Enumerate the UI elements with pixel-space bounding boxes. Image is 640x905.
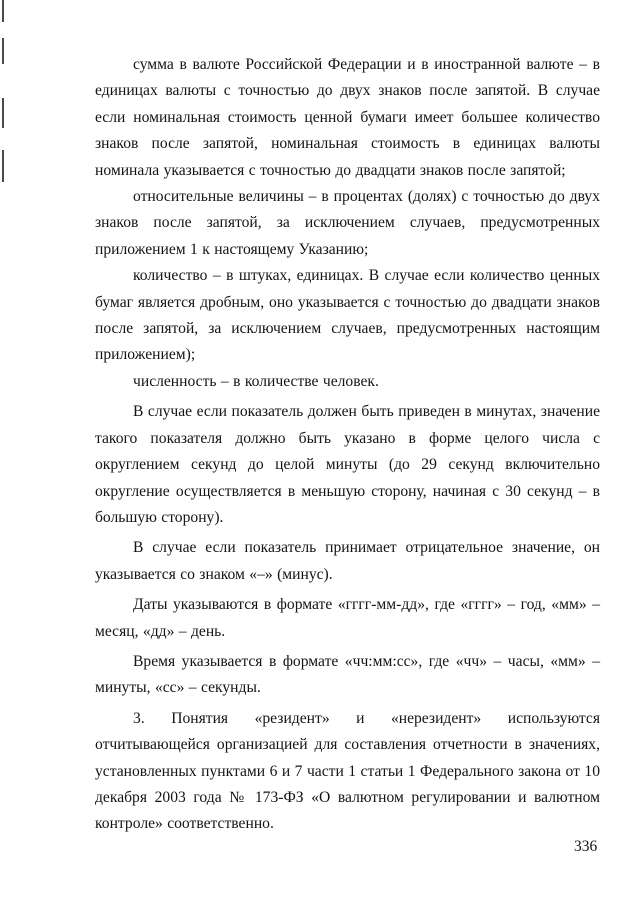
paragraph-minutes: В случае если показатель должен быть приведен в минутах, значение такого показателя должно быть указано в форме целого числа с округлением секунд до целой минуты (до 29 секунд включительно округление осуществляется в меньшую сторону, начиная с 30 секунд – в большую сторону). [95,403,600,526]
scan-edge-mark-middle [2,98,4,128]
page-number: 336 [574,838,598,855]
document-body [95,52,600,838]
paragraph-resident-definition: 3. Понятия «резидент» и «нерезидент» используются отчитывающейся организацией для составления отчетности в значениях, установленных пунктами 6 и 7 части 1 статьи 1 Федерального закона от 10 декабря 2003 года № 173-ФЗ «О валютном регулировании и валютном контроле» соответственно. [95,709,600,833]
paragraph-headcount: численность – в количестве человек. [133,372,379,390]
paragraph-negative-values: В случае если показатель принимает отрицательное значение, он указывается со знаком «–» (минус). [95,539,600,583]
scan-edge-mark-lower [2,150,4,182]
paragraph-relative-values: относительные величины – в процентах (долях) с точностью до двух знаков после запятой, за исключением случаев, предусмотренных приложением 1 к настоящему Указанию; [95,188,600,258]
scan-edge-mark-top [2,0,4,22]
paragraph-quantity: количество – в штуках, единицах. В случае если количество ценных бумаг является дробным, оно указывается с точностью до двадцати знаков после запятой, за исключением случаев, предусмотренных настоящим приложением); [95,267,600,364]
scan-edge-mark-upper [2,38,4,64]
paragraph-date-format: Даты указываются в формате «гггг-мм-дд», где «гггг» – год, «мм» – месяц, «дд» – день. [95,596,600,640]
paragraph-time-format: Время указывается в формате «чч:мм:сс», где «чч» – часы, «мм» – минуты, «сс» – секунды. [95,652,600,697]
paragraph-currency-amount: сумма в валюте Российской Федерации и в иностранной валюте – в единицах валюты с точностью до двух знаков после запятой. В случае если номинальная стоимость ценной бумаги имеет большее количество знаков после запятой, номинальная стоимость в единицах валюты номинала указывается с точностью до двадцати знаков после запятой; [95,56,600,179]
